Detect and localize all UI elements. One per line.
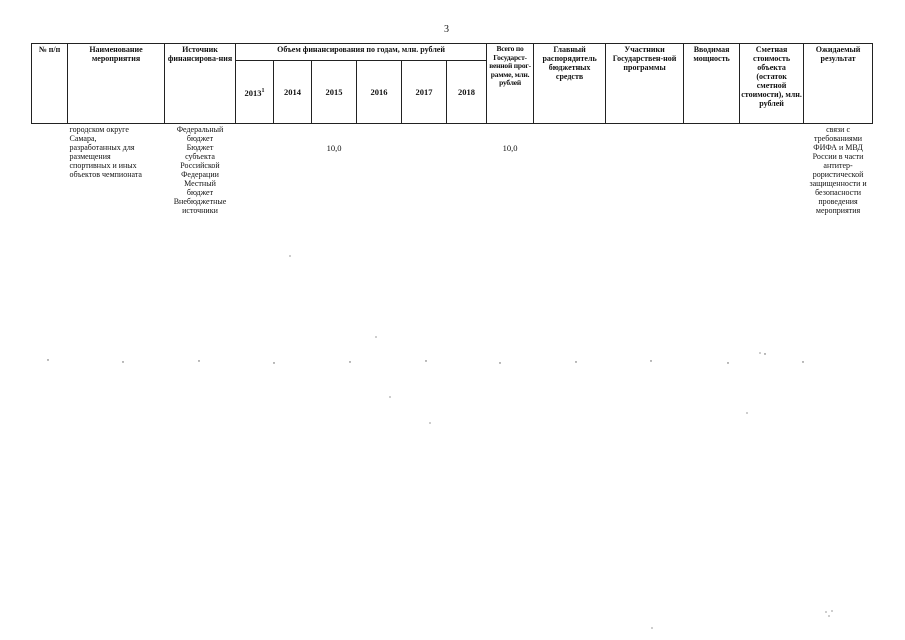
cell-participants [606, 124, 684, 217]
cell-2016 [357, 124, 402, 217]
cell-capacity [684, 124, 740, 217]
program-table [31, 43, 873, 216]
header-name: Наименование мероприятия [68, 44, 165, 124]
cell-estimate [740, 124, 804, 217]
row-result: связи с требованиями ФИФА и МВД России в части антитер- рористической защищенности и безопасности проведения мероприятия [809, 125, 867, 215]
header-year-2013: 2013$^1$ [236, 61, 274, 124]
header-estimate: Сметная стоимость объекта (остаток сметной стоимости), млн. рублей [740, 44, 804, 124]
header-year-2016: 2016 [357, 61, 402, 124]
row-source: Федеральный бюджет Бюджет субъекта Российской Федерации Местный бюджет Внебюджетные источники [173, 125, 227, 215]
page-number: 3 [444, 24, 449, 35]
header-source: Источник финансирова-ния [165, 44, 236, 124]
header-result: Ожидаемый результат [804, 44, 873, 124]
header-year-2017: 2017 [402, 61, 447, 124]
header-num: № п/п [32, 44, 68, 124]
row-num [32, 124, 68, 217]
table-row [32, 124, 873, 217]
header-year-2018: 2018 [447, 61, 487, 124]
cell-main-manager [534, 124, 606, 217]
header-capacity: Вводимая мощность [684, 44, 740, 124]
header-main-manager: Главный распорядитель бюджетных средств [534, 44, 606, 124]
header-year-2014: 2014 [274, 61, 312, 124]
header-funding-group: Объем финансирования по годам, млн. рублей [236, 44, 487, 61]
header-participants: Участники Государствен-ной программы [606, 44, 684, 124]
cell-2013 [236, 124, 274, 217]
cell-2018 [447, 124, 487, 217]
header-year-2015: 2015 [312, 61, 357, 124]
cell-2014 [274, 124, 312, 217]
cell-2017 [402, 124, 447, 217]
header-total: Всего по Государст-венной прог-рамме, млн. рублей [487, 44, 534, 124]
row-name: городском округе Самара, разработанных для размещения спортивных и иных объектов чемпионата [69, 125, 142, 179]
cell-total: 10,0 [502, 143, 518, 153]
cell-2015: 10,0 [326, 143, 342, 153]
